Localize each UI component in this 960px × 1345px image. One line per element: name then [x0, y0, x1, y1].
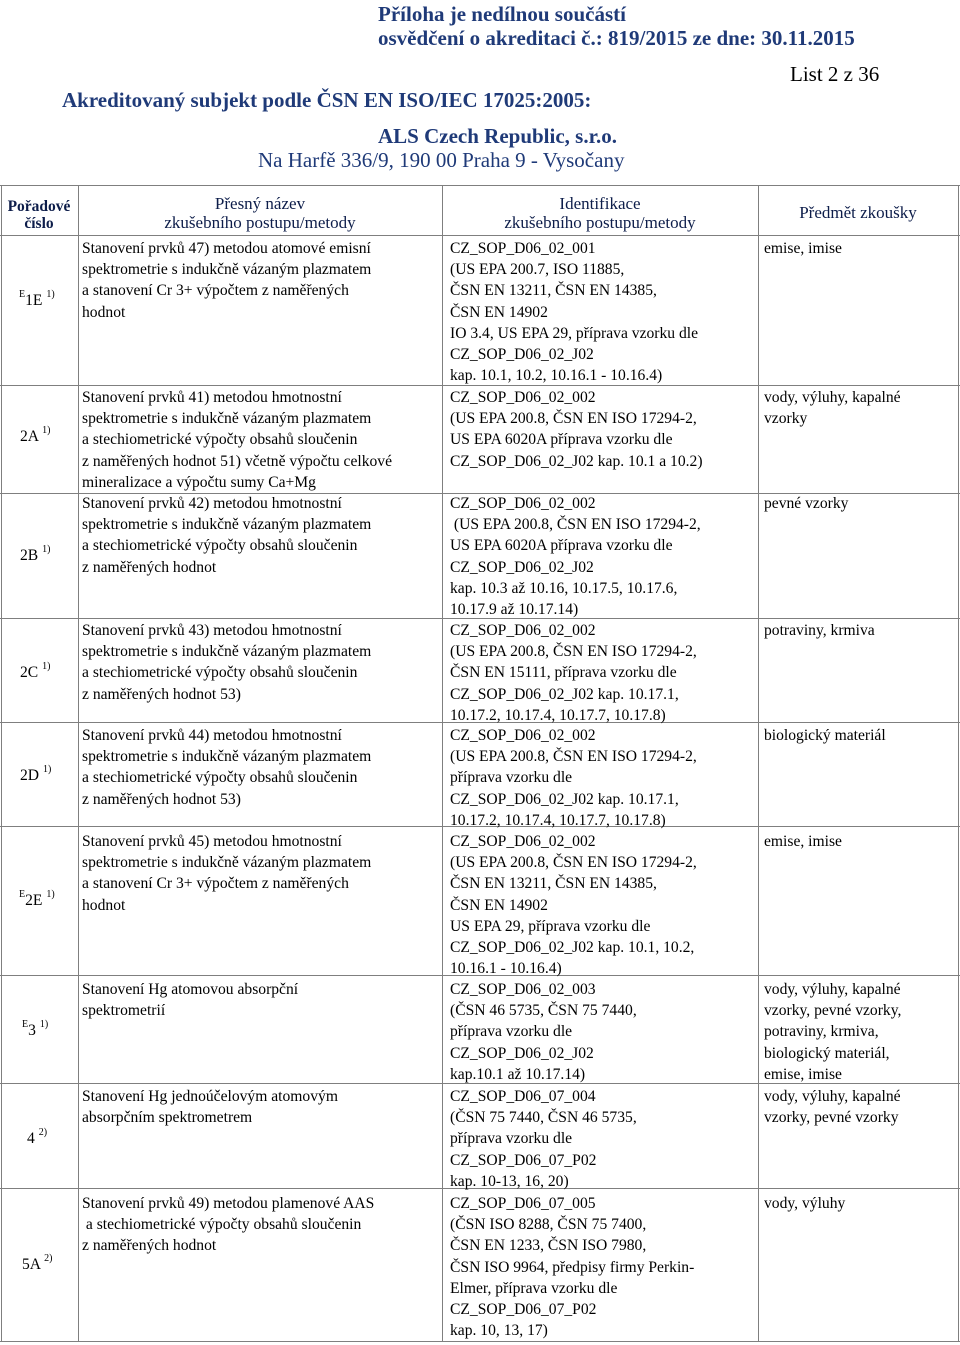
column-divider-2: [442, 185, 443, 1342]
method-cell: [82, 979, 298, 1021]
row-number-prefix: E: [19, 888, 26, 900]
cell-line: z naměřených hodnot 53): [82, 790, 241, 808]
cell-line: US EPA 29, příprava vzorku dle: [450, 917, 651, 935]
cell-line: CZ_SOP_D06_07_P02: [450, 1151, 597, 1169]
identification-cell: [450, 831, 697, 979]
cell-line: (ČSN ISO 8288, ČSN 75 7400,: [450, 1216, 647, 1234]
row-number-2D: [20, 763, 52, 785]
col-header-number-line2: číslo: [24, 215, 54, 232]
row-number-note: 1): [42, 424, 51, 436]
cell-line: z naměřených hodnot: [82, 1237, 217, 1255]
cell-line: vody, výluhy: [764, 1195, 846, 1212]
cell-line: (US EPA 200.8, ČSN EN ISO 17294-2,: [450, 643, 697, 661]
cell-line: pevné vzorky: [764, 495, 849, 512]
identification-cell: [450, 979, 637, 1085]
cell-line: Stanovení prvků 44) metodou hmotnostní: [82, 727, 342, 744]
cell-line: spektrometrie s indukčně vázaným plazmatem: [82, 643, 372, 661]
cell-line: Stanovení prvků 47) metodou atomové emisní: [82, 240, 371, 257]
identification-cell: [450, 1193, 694, 1341]
cell-line: a stechiometrické výpočty obsahů sloučenin: [82, 431, 358, 449]
cell-line: potraviny, krmiva: [764, 622, 875, 639]
table-header-border: [0, 235, 960, 236]
row-number-1E: [19, 288, 55, 310]
cell-line: kap. 10, 13, 17): [450, 1322, 548, 1340]
row-number-2A: [20, 424, 51, 446]
cell-line: (US EPA 200.8, ČSN EN ISO 17294-2,: [450, 748, 697, 766]
cell-line: potraviny, krmiva,: [764, 1023, 879, 1041]
subject-cell: [764, 831, 842, 852]
cell-line: ČSN EN 1233, ČSN ISO 7980,: [450, 1237, 647, 1255]
column-divider-3: [758, 185, 759, 1342]
table-top-border: [0, 185, 960, 186]
cell-line: CZ_SOP_D06_02_J02: [450, 1044, 594, 1062]
subject-cell: [764, 387, 901, 429]
cell-line: (US EPA 200.8, ČSN EN ISO 17294-2,: [450, 410, 697, 428]
table-right-border: [958, 185, 959, 1342]
cell-line: CZ_SOP_D06_02_J02: [450, 558, 594, 576]
method-cell: [82, 493, 371, 578]
cell-line: CZ_SOP_D06_02_002: [450, 833, 596, 850]
col-header-identification: [442, 194, 758, 232]
cell-line: ČSN EN 14902: [450, 303, 548, 321]
cell-line: (US EPA 200.8, ČSN EN ISO 17294-2,: [450, 516, 701, 534]
cell-line: CZ_SOP_D06_02_002: [450, 389, 596, 406]
cell-line: hodnot: [82, 303, 126, 321]
col-header-method-line2: zkušebního postupu/metody: [164, 213, 356, 232]
cell-line: ČSN EN 15111, příprava vzorku dle: [450, 664, 677, 682]
cell-line: spektrometrie s indukčně vázaným plazmatem: [82, 854, 372, 872]
row-number-value: 3: [28, 1022, 36, 1039]
row-number-note: 1): [39, 1018, 49, 1030]
cell-line: a stechiometrické výpočty obsahů sloučenin: [82, 537, 358, 555]
cell-line: (ČSN 46 5735, ČSN 75 7440,: [450, 1002, 637, 1020]
cell-line: a stechiometrické výpočty obsahů sloučenin: [82, 769, 358, 787]
cell-line: z naměřených hodnot 51) včetně výpočtu celkové: [82, 452, 393, 470]
row-number-note: 1): [46, 288, 55, 300]
method-cell: [82, 1193, 374, 1257]
cell-line: 10.17.2, 10.17.4, 10.17.7, 10.17.8): [450, 811, 666, 829]
cell-line: ČSN EN 14902: [450, 896, 548, 914]
col-header-identification-line2: zkušebního postupu/metody: [504, 213, 696, 232]
cell-line: emise, imise: [764, 240, 842, 257]
cell-line: Stanovení Hg jednoúčelovým atomovým: [82, 1088, 338, 1105]
cell-line: 10.17.2, 10.17.4, 10.17.7, 10.17.8): [450, 706, 666, 724]
cell-line: kap. 10.1, 10.2, 10.16.1 - 10.16.4): [450, 367, 663, 385]
cell-line: a stanovení Cr 3+ výpočtem z naměřených: [82, 875, 349, 893]
table-left-border: [1, 185, 2, 1342]
cell-line: US EPA 6020A příprava vzorku dle: [450, 431, 673, 449]
cell-line: kap. 10-13, 16, 20): [450, 1172, 569, 1190]
cell-line: z naměřených hodnot: [82, 558, 217, 576]
cell-line: (US EPA 200.7, ISO 11885,: [450, 261, 625, 279]
method-cell: [82, 831, 371, 916]
cell-line: kap. 10.3 až 10.16, 10.17.5, 10.17.6,: [450, 579, 678, 597]
cell-line: biologický materiál: [764, 727, 886, 744]
identification-cell: [450, 725, 697, 831]
row-number-note: 1): [42, 543, 51, 555]
method-cell: [82, 1086, 338, 1128]
row-number-value: 2C: [20, 664, 39, 681]
cell-line: vody, výluhy, kapalné: [764, 389, 901, 406]
company-name: ALS Czech Republic, s.r.o.: [378, 124, 617, 148]
cell-line: spektrometrií: [82, 1002, 166, 1020]
cell-line: Stanovení prvků 49) metodou plamenové AAS: [82, 1195, 375, 1212]
cell-line: CZ_SOP_D06_07_005: [450, 1195, 596, 1212]
cell-line: US EPA 6020A příprava vzorku dle: [450, 537, 673, 555]
subject-cell: [764, 493, 848, 514]
cell-line: emise, imise: [764, 1065, 842, 1083]
cell-line: CZ_SOP_D06_07_P02: [450, 1301, 597, 1319]
cell-line: ČSN EN 13211, ČSN EN 14385,: [450, 875, 657, 893]
row-number-value: 5A: [22, 1256, 41, 1273]
col-header-method-line1: Přesný název: [214, 194, 306, 213]
subject-cell: [764, 238, 842, 259]
cell-line: spektrometrie s indukčně vázaným plazmatem: [82, 410, 372, 428]
cell-line: CZ_SOP_D06_02_001: [450, 240, 596, 257]
subject-cell: [764, 1193, 845, 1214]
cell-line: vody, výluhy, kapalné: [764, 981, 901, 998]
row-number-value: 2D: [20, 767, 40, 784]
row-number-value: 4: [27, 1130, 35, 1147]
row-number-prefix: E: [19, 288, 26, 300]
cell-line: 10.16.1 - 10.16.4): [450, 960, 562, 978]
cell-line: vzorky, pevné vzorky: [764, 1109, 899, 1127]
row-number-value: 2E: [25, 892, 43, 909]
identification-cell: [450, 1086, 637, 1192]
cell-line: CZ_SOP_D06_02_003: [450, 981, 596, 998]
row-number-value: 2B: [20, 547, 39, 564]
cell-line: absorpčním spektrometrem: [82, 1109, 253, 1127]
cell-line: Stanovení prvků 41) metodou hmotnostní: [82, 389, 342, 406]
row-number-value: 1E: [25, 292, 43, 309]
cell-line: kap.10.1 až 10.17.14): [450, 1065, 586, 1083]
cell-line: Stanovení prvků 43) metodou hmotnostní: [82, 622, 342, 639]
subject-cell: [764, 1086, 901, 1128]
cell-line: a stechiometrické výpočty obsahů sloučenin: [82, 1216, 362, 1234]
cell-line: CZ_SOP_D06_07_004: [450, 1088, 596, 1105]
cell-line: spektrometrie s indukčně vázaným plazmatem: [82, 261, 372, 279]
row-number-5A: [22, 1252, 53, 1274]
cell-line: hodnot: [82, 896, 126, 914]
subject-cell: [764, 725, 886, 746]
cell-line: Stanovení prvků 45) metodou hmotnostní: [82, 833, 342, 850]
identification-cell: [450, 620, 697, 726]
row-number-note: 1): [46, 888, 55, 900]
row-number-value: 2A: [20, 428, 39, 445]
cell-line: spektrometrie s indukčně vázaným plazmatem: [82, 516, 372, 534]
cell-line: 10.17.9 až 10.17.14): [450, 601, 579, 619]
cell-line: emise, imise: [764, 833, 842, 850]
cell-line: a stanovení Cr 3+ výpočtem z naměřených: [82, 282, 349, 300]
cell-line: ČSN EN 13211, ČSN EN 14385,: [450, 282, 657, 300]
annex-title-line1: Příloha je nedílnou součástí: [378, 2, 626, 26]
col-header-subject: Předmět zkoušky: [799, 203, 917, 222]
cell-line: příprava vzorku dle: [450, 1023, 573, 1041]
subject-cell: [764, 620, 875, 641]
cell-line: a stechiometrické výpočty obsahů sloučenin: [82, 664, 358, 682]
col-header-number-line1: Pořadové: [7, 198, 71, 215]
identification-cell: [450, 387, 703, 472]
cell-line: příprava vzorku dle: [450, 769, 573, 787]
cell-line: vzorky: [764, 410, 808, 428]
row-number-4: [27, 1126, 48, 1148]
row-number-note: 2): [44, 1252, 53, 1264]
cell-line: ČSN ISO 9964, předpisy firmy Perkin-: [450, 1258, 695, 1276]
cell-line: (ČSN 75 7440, ČSN 46 5735,: [450, 1109, 637, 1127]
cell-line: CZ_SOP_D06_02_J02 kap. 10.17.1,: [450, 685, 679, 703]
row-number-2C: [20, 660, 51, 682]
col-header-number: [0, 198, 78, 232]
cell-line: IO 3.4, US EPA 29, příprava vzorku dle: [450, 324, 699, 342]
cell-line: CZ_SOP_D06_02_J02 kap. 10.1, 10.2,: [450, 939, 695, 957]
row-number-3: [22, 1018, 49, 1040]
cell-line: příprava vzorku dle: [450, 1130, 573, 1148]
identification-cell: [450, 238, 698, 386]
row-number-note: 2): [38, 1126, 48, 1138]
cell-line: CZ_SOP_D06_02_J02 kap. 10.17.1,: [450, 790, 679, 808]
accredited-subject-label: Akreditovaný subjekt podle ČSN EN ISO/IEC 17025:2005:: [62, 88, 592, 112]
cell-line: CZ_SOP_D06_02_002: [450, 727, 596, 744]
cell-line: CZ_SOP_D06_02_002: [450, 495, 596, 512]
subject-cell: [764, 979, 901, 1085]
row-number-prefix: E: [22, 1018, 29, 1030]
cell-line: vody, výluhy, kapalné: [764, 1088, 901, 1105]
page-label: List 2 z 36: [790, 62, 880, 86]
method-cell: [82, 387, 392, 493]
cell-line: (US EPA 200.8, ČSN EN ISO 17294-2,: [450, 854, 697, 872]
cell-line: biologický materiál,: [764, 1044, 890, 1062]
identification-cell: [450, 493, 701, 620]
column-divider-1: [78, 185, 79, 1342]
row-number-2E: [19, 888, 55, 910]
cell-line: CZ_SOP_D06_02_002: [450, 622, 596, 639]
cell-line: spektrometrie s indukčně vázaným plazmatem: [82, 748, 372, 766]
company-address: Na Harfě 336/9, 190 00 Praha 9 - Vysočany: [258, 148, 625, 172]
cell-line: Stanovení prvků 42) metodou hmotnostní: [82, 495, 342, 512]
cell-line: Stanovení Hg atomovou absorpční: [82, 981, 299, 998]
col-header-identification-line1: Identifikace: [559, 194, 641, 213]
col-header-method: [78, 194, 442, 232]
row-number-note: 1): [42, 763, 52, 775]
row-number-2B: [20, 543, 51, 565]
method-cell: [82, 725, 371, 810]
cell-line: CZ_SOP_D06_02_J02: [450, 346, 594, 364]
row-number-note: 1): [42, 660, 51, 672]
method-cell: [82, 620, 371, 705]
annex-title-line2: osvědčení o akreditaci č.: 819/2015 ze dne: 30.11.2015: [378, 26, 855, 50]
cell-line: mineralizace a výpočtu sumy Ca+Mg: [82, 473, 316, 491]
method-cell: [82, 238, 371, 323]
cell-line: Elmer, příprava vzorku dle: [450, 1279, 618, 1297]
cell-line: z naměřených hodnot 53): [82, 685, 241, 703]
cell-line: vzorky, pevné vzorky,: [764, 1002, 902, 1020]
cell-line: CZ_SOP_D06_02_J02 kap. 10.1 a 10.2): [450, 452, 703, 470]
